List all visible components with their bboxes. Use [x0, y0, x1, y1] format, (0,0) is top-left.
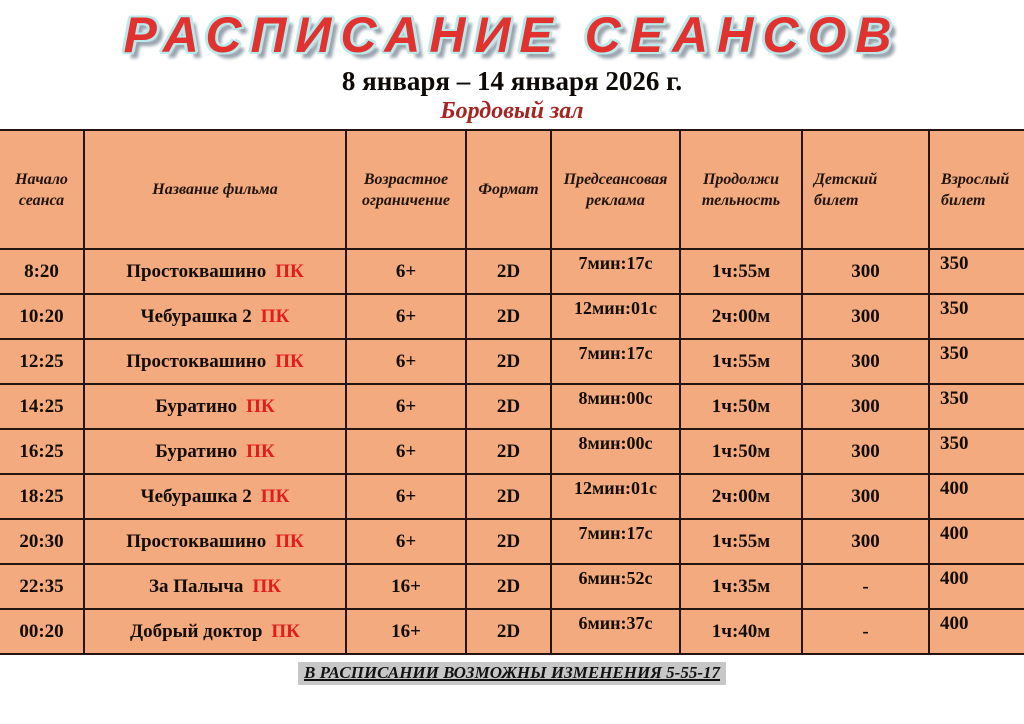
child-cell: 300 — [802, 429, 929, 474]
time-cell: 12:25 — [0, 339, 84, 384]
pk-mark: ПК — [260, 485, 290, 507]
date-range: 8 января – 14 января 2026 г. — [341, 66, 683, 96]
time-cell: 16:25 — [0, 429, 84, 474]
schedule-row — [0, 384, 1024, 429]
title-cell — [84, 384, 346, 429]
duration-cell: 1ч:50м — [680, 429, 802, 474]
format-cell: 2D — [466, 294, 551, 339]
pk-mark: ПК — [275, 350, 304, 372]
ad-cell: 6мин:52с — [551, 564, 680, 609]
child-cell: 300 — [802, 474, 929, 519]
format-cell: 2D — [466, 384, 551, 429]
schedule-row — [0, 474, 1024, 519]
age-cell: 16+ — [346, 564, 466, 609]
adult-cell: 400 — [929, 474, 1024, 519]
child-cell: 300 — [802, 519, 929, 564]
movie-title: Простоквашино — [126, 530, 267, 552]
duration-cell: 2ч:00м — [680, 474, 802, 519]
ad-cell: 8мин:00с — [551, 429, 680, 474]
pk-mark: ПК — [246, 395, 275, 417]
age-cell: 6+ — [346, 249, 466, 294]
schedule-change-note: В РАСПИСАНИИ ВОЗМОЖНЫ ИЗМЕНЕНИЯ 5-55-17 — [298, 662, 726, 685]
child-cell: 300 — [802, 249, 929, 294]
ad-cell: 8мин:00с — [551, 384, 680, 429]
pk-mark: ПК — [275, 260, 304, 282]
column-header-format: Формат — [466, 130, 551, 249]
movie-title: Добрый доктор — [130, 620, 263, 642]
duration-cell: 1ч:55м — [680, 519, 802, 564]
age-cell: 16+ — [346, 609, 466, 654]
age-cell: 6+ — [346, 294, 466, 339]
title-cell — [84, 474, 346, 519]
pk-mark: ПК — [271, 620, 300, 642]
ad-cell: 6мин:37с — [551, 609, 680, 654]
format-cell: 2D — [466, 519, 551, 564]
schedule-row — [0, 339, 1024, 384]
movie-title: Чебурашка 2 — [140, 305, 252, 327]
adult-cell: 350 — [929, 384, 1024, 429]
ad-cell: 7мин:17с — [551, 249, 680, 294]
ad-cell: 12мин:01с — [551, 294, 680, 339]
adult-cell: 350 — [929, 429, 1024, 474]
schedule-row — [0, 294, 1024, 339]
child-cell: - — [802, 564, 929, 609]
movie-title: Буратино — [155, 440, 238, 462]
child-cell: 300 — [802, 339, 929, 384]
adult-cell: 350 — [929, 249, 1024, 294]
time-cell: 20:30 — [0, 519, 84, 564]
title-cell — [84, 609, 346, 654]
hall-name: Бордовый зал — [440, 98, 584, 124]
age-cell: 6+ — [346, 519, 466, 564]
schedule-row — [0, 564, 1024, 609]
time-cell: 00:20 — [0, 609, 84, 654]
format-cell: 2D — [466, 609, 551, 654]
schedule-row — [0, 609, 1024, 654]
title-cell — [84, 564, 346, 609]
format-cell: 2D — [466, 474, 551, 519]
duration-cell: 1ч:40м — [680, 609, 802, 654]
format-cell: 2D — [466, 339, 551, 384]
adult-cell: 350 — [929, 294, 1024, 339]
pk-mark: ПК — [260, 305, 290, 327]
table-body — [0, 249, 1024, 654]
ad-cell: 12мин:01с — [551, 474, 680, 519]
movie-title: Буратино — [155, 395, 238, 417]
pk-mark: ПК — [252, 575, 281, 597]
age-cell: 6+ — [346, 429, 466, 474]
format-cell: 2D — [466, 249, 551, 294]
age-cell: 6+ — [346, 339, 466, 384]
title-cell — [84, 429, 346, 474]
footer — [0, 662, 1024, 685]
schedule-row — [0, 429, 1024, 474]
adult-cell: 400 — [929, 564, 1024, 609]
pk-mark: ПК — [275, 530, 304, 552]
adult-cell: 350 — [929, 339, 1024, 384]
child-cell: 300 — [802, 384, 929, 429]
format-cell: 2D — [466, 564, 551, 609]
time-cell: 22:35 — [0, 564, 84, 609]
age-cell: 6+ — [346, 384, 466, 429]
movie-title: За Палыча — [149, 575, 244, 597]
adult-cell: 400 — [929, 609, 1024, 654]
title-cell — [84, 519, 346, 564]
title-cell — [84, 249, 346, 294]
child-cell: 300 — [802, 294, 929, 339]
time-cell: 10:20 — [0, 294, 84, 339]
duration-cell: 1ч:55м — [680, 249, 802, 294]
duration-cell: 1ч:50м — [680, 384, 802, 429]
duration-cell: 1ч:35м — [680, 564, 802, 609]
duration-cell: 2ч:00м — [680, 294, 802, 339]
page-title: РАСПИСАНИЕ СЕАНСОВ — [123, 7, 901, 63]
child-cell: - — [802, 609, 929, 654]
schedule-row — [0, 249, 1024, 294]
column-header-child: Детский билет — [802, 130, 929, 249]
age-cell: 6+ — [346, 474, 466, 519]
movie-title: Простоквашино — [126, 350, 267, 372]
column-header-duration: Продолжи тельность — [680, 130, 802, 249]
schedule-row — [0, 519, 1024, 564]
duration-cell: 1ч:55м — [680, 339, 802, 384]
table-header — [0, 130, 1024, 249]
column-header-title: Название фильма — [84, 130, 346, 249]
header-row — [0, 130, 1024, 249]
adult-cell: 400 — [929, 519, 1024, 564]
column-header-time: Начало сеанса — [0, 130, 84, 249]
pk-mark: ПК — [246, 440, 275, 462]
title-cell — [84, 294, 346, 339]
time-cell: 14:25 — [0, 384, 84, 429]
movie-title: Простоквашино — [126, 260, 267, 282]
title-cell — [84, 339, 346, 384]
column-header-adult: Взрослый билет — [929, 130, 1024, 249]
time-cell: 18:25 — [0, 474, 84, 519]
ad-cell: 7мин:17с — [551, 519, 680, 564]
masthead — [0, 6, 1024, 126]
movie-title: Чебурашка 2 — [140, 485, 252, 507]
schedule-table — [0, 129, 1024, 655]
format-cell: 2D — [466, 429, 551, 474]
column-header-ad: Предсеансовая реклама — [551, 130, 680, 249]
time-cell: 8:20 — [0, 249, 84, 294]
ad-cell: 7мин:17с — [551, 339, 680, 384]
column-header-age: Возрастное ограничение — [346, 130, 466, 249]
